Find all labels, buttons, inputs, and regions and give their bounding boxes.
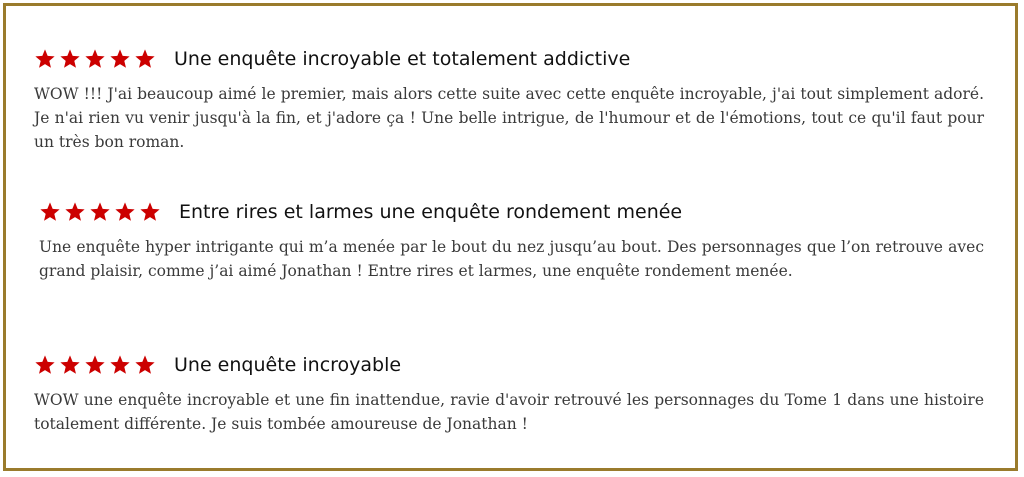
star-icon xyxy=(59,48,81,70)
review-title: Entre rires et larmes une enquête rondement menée xyxy=(179,201,683,223)
star-rating xyxy=(39,201,161,223)
star-icon xyxy=(134,48,156,70)
star-icon xyxy=(134,354,156,376)
star-icon xyxy=(114,201,136,223)
review-header xyxy=(39,197,984,227)
review-title: Une enquête incroyable et totalement addictive xyxy=(174,48,631,70)
review-text: WOW !!! J'ai beaucoup aimé le premier, mais alors cette suite avec cette enquête incroyable, j'ai tout simplement adoré. Je n'ai rien vu venir jusqu'à la fin, et j'adore ça ! Une belle intrigue, de l'humour et de l'émotions, tout ce qu'il faut pour un très bon roman. xyxy=(34,85,984,151)
star-icon xyxy=(39,201,61,223)
star-icon xyxy=(34,354,56,376)
star-rating xyxy=(34,354,156,376)
star-icon xyxy=(84,354,106,376)
star-rating xyxy=(34,48,156,70)
star-icon xyxy=(64,201,86,223)
review-header xyxy=(34,44,984,74)
star-icon xyxy=(59,354,81,376)
review-card xyxy=(34,44,984,154)
review-text: Une enquête hyper intrigante qui m’a menée par le bout du nez jusqu’au bout. Des personnages que l’on retrouve avec grand plaisir, comme j’ai aimé Jonathan ! Entre rires et larmes, une enquête rondement menée. xyxy=(39,238,984,280)
star-icon xyxy=(34,48,56,70)
star-icon xyxy=(84,48,106,70)
review-title: Une enquête incroyable xyxy=(174,354,402,376)
star-icon xyxy=(139,201,161,223)
review-header xyxy=(34,350,984,380)
reviews-frame xyxy=(3,3,1018,471)
star-icon xyxy=(109,354,131,376)
review-text: WOW une enquête incroyable et une fin inattendue, ravie d'avoir retrouvé les personnages du Tome 1 dans une histoire totalement différente. Je suis tombée amoureuse de Jonathan ! xyxy=(34,391,984,433)
star-icon xyxy=(109,48,131,70)
review-card xyxy=(39,197,984,283)
review-card xyxy=(34,350,984,436)
star-icon xyxy=(89,201,111,223)
